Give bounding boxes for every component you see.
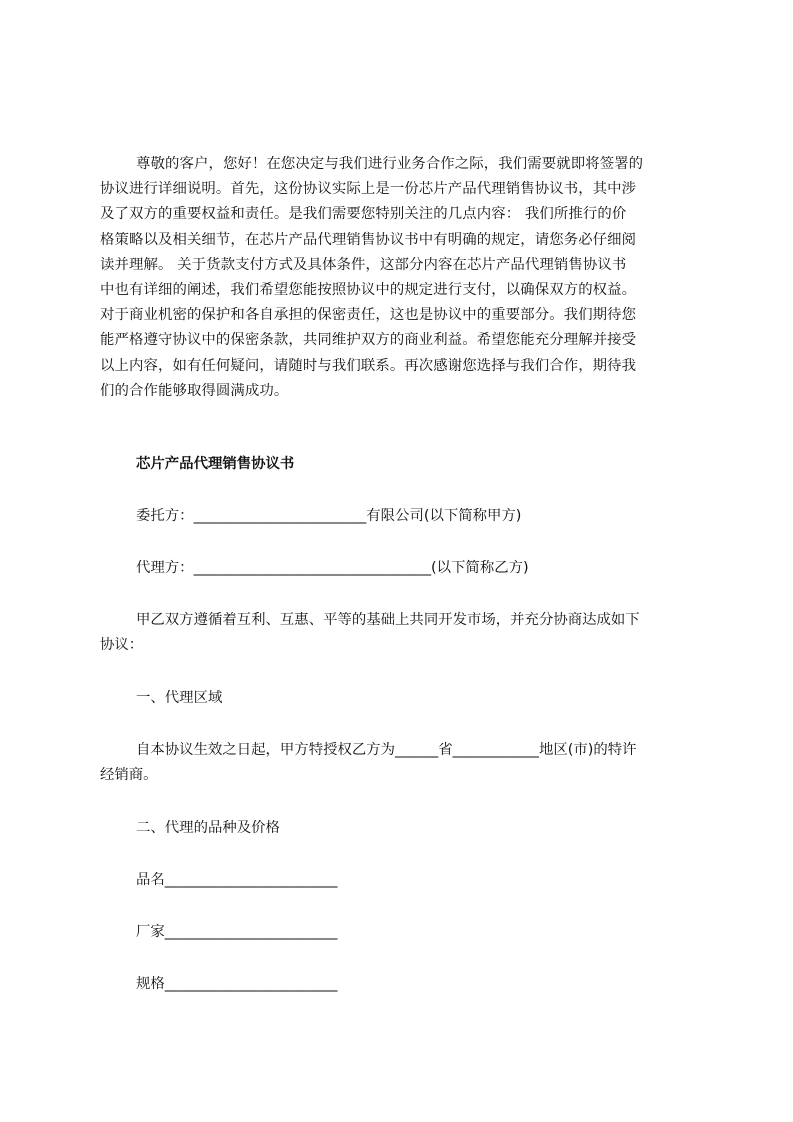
principal-label: 委托方： [136, 508, 194, 524]
contract-title: 芯片产品代理销售协议书 [136, 456, 295, 472]
intro-line: 以上内容，如有任何疑问，请随时与我们联系。再次感谢您选择与我们合作，期待我 [100, 357, 637, 374]
specification-blank[interactable]: ________________________ [164, 976, 338, 992]
manufacturer-line [136, 920, 337, 945]
section1-text-a: 自本协议生效之日起，甲方特授权乙方为 [136, 742, 396, 758]
intro-line: 尊敬的客户，您好！在您决定与我们进行业务合作之际，我们需要就即将签署的 [136, 156, 644, 172]
intro-line: 对于商业机密的保护和各自承担的保密责任，这也是协议中的重要部分。我们期待您 [100, 307, 637, 324]
region-blank[interactable]: ____________ [452, 742, 539, 758]
specification-line [136, 972, 337, 997]
principal-suffix: 有限公司(以下简称甲方) [366, 508, 522, 524]
agent-name-blank[interactable]: _________________________________ [193, 560, 432, 576]
intro-line: 能严格遵守协议中的保密条款，共同维护双方的商业利益。希望您能充分理解并接受 [100, 332, 637, 349]
principal-line [136, 504, 521, 529]
agent-suffix: (以下简称乙方) [431, 560, 529, 576]
principal-name-blank[interactable]: ________________________ [193, 508, 367, 524]
section1-text-c: 地区(市)的特许 [538, 742, 637, 758]
section1-paragraph [100, 738, 637, 788]
specification-label: 规格 [136, 976, 165, 992]
intro-line: 读并理解。 关于货款支付方式及具体条件，这部分内容在芯片产品代理销售协议书 [100, 256, 627, 273]
section1-heading: 一、代理区域 [136, 690, 223, 706]
preamble-line: 甲乙双方遵循着互利、互惠、平等的基础上共同开发市场，并充分协商达成如下 [136, 612, 640, 628]
manufacturer-label: 厂家 [136, 924, 165, 940]
manufacturer-blank[interactable]: ________________________ [164, 924, 338, 940]
product-name-label: 品名 [136, 872, 165, 888]
intro-line: 中也有详细的阐述，我们希望您能按照协议中的规定进行支付，以确保双方的权益。 [100, 282, 637, 299]
product-name-line [136, 868, 337, 893]
intro-line: 们的合作能够取得圆满成功。 [100, 382, 289, 399]
section1-line [100, 738, 637, 763]
agent-line [136, 556, 529, 581]
province-blank[interactable]: ______ [395, 742, 439, 758]
intro-line: 协议进行详细说明。首先，这份协议实际上是一份芯片产品代理销售协议书，其中涉 [100, 181, 637, 198]
intro-line: 格策略以及相关细节，在芯片产品代理销售协议书中有明确的规定，请您务必仔细阅 [100, 231, 637, 248]
agent-label: 代理方： [136, 560, 194, 576]
intro-line: 及了双方的重要权益和责任。是我们需要您特别关注的几点内容： 我们所推行的价 [100, 206, 627, 223]
product-name-blank[interactable]: ________________________ [164, 872, 338, 888]
preamble-line: 协议： [100, 637, 144, 654]
section1-text-b: 省 [438, 742, 453, 758]
preamble-paragraph [100, 608, 640, 658]
intro-paragraph [100, 152, 705, 404]
section2-heading: 二、代理的品种及价格 [136, 820, 280, 836]
section1-line: 经销商。 [100, 767, 158, 784]
